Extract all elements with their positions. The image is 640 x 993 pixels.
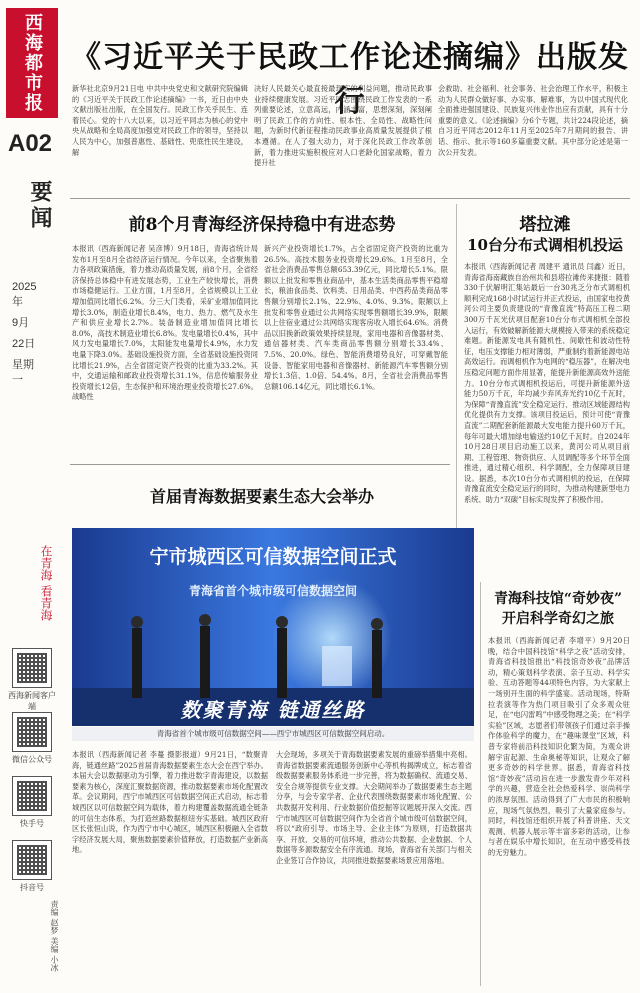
tarjan-headline-sub: 10台分布式调相机投运 <box>467 236 623 254</box>
qr-code-icon[interactable] <box>12 840 52 880</box>
qr-code-icon[interactable] <box>12 712 52 752</box>
section-divider <box>70 198 630 199</box>
date-year: 2025年 <box>12 281 37 308</box>
screen-title: 宁市城西区可信数据空间正式 <box>149 546 397 568</box>
date-weekday: 星期一 <box>12 359 34 386</box>
left-sidebar <box>0 0 64 993</box>
column-divider <box>456 204 457 578</box>
lead-headline: 《习近平关于民政工作论述摘编》出版发行 <box>71 40 629 119</box>
sidebar-slogan: 在青海 看青海 <box>39 545 53 621</box>
lead-body-col3: 会救助、社会福利、社会事务、社会治理工作水平，积极主动为人民群众做好事、办实事、解难事，为以中国式现代化全面推进强国建设、民族复兴伟业作出应有贡献，具有十分重要的意义。《论述摘编》分6个专题，共计224段论述，摘自习近平同志2012年11月至2025年7月期间的报告、讲话、指示、批示等160多篇重要文献。其中部分论述是第一次公开发表。 <box>438 84 628 157</box>
economy-body-col2: 新兴产业投资增长1.7%，占全省固定资产投资的比重为26.5%。高技术服务业投资增长29.6%。1月至8月，全省社会消费品零售总额653.39亿元，同比增长5.1%。限额以上批发和零售业商品中，基本生活类商品零售平稳增长，粮油食品类、饮料类、日用品类、中西药品类商品零售额分别增长2.1%、22.9%、4.0%、9.3%。限额以上批发和零售业通过公共网络实现零售额增长39.9%，限额以上住宿业通过公共网络实现客房收入增长64.6%。消费品以旧换新政策效果持续显现，家用电器和音像器材类、通信器材类、汽车类商品零售额分别增长33.4%、7.5%、20.0%。绿色、智能消费增势良好，可穿戴智能设备、智能家用电器和音像器材、新能源汽车零售额分别增长1.3倍、1.0倍、54.4%。8月，全省社会消费品零售总额106.14亿元，同比增长6.1%。 <box>264 244 448 391</box>
editor-credits: 责编 赵梦 美编 小冰 <box>50 900 59 972</box>
science-headline-sub: 开启科学奇幻之旅 <box>502 611 614 627</box>
qr-label: 快手号 <box>20 819 44 828</box>
lead-body-col1: 新华社北京9月21日电 中共中央党史和文献研究院编辑的《习近平关于民政工作论述摘编》一书，近日由中央文献出版社出版，在全国发行。民政工作关乎民生、连着民心。党的十八大以来，以习近平同志为核心的党中央从战略和全局高度加强党对民政工作的领导，坚持以人民为中心，加强普惠性、基础性、兜底性民生建设，解 <box>72 84 248 157</box>
photo-caption: 青海省首个城市级可信数据空间——西宁市城西区可信数据空间启动。 <box>72 727 474 741</box>
issue-date <box>12 280 42 388</box>
economy-body-col1: 本报讯（西海新闻记者 吴彦博）9月18日，青海省统计局发布1月至8月全省经济运行情况。今年以来，全省聚焦着力各项政策措施，着力推动高质量发展，前8个月，全省经济保持总体稳中有进发展态势，工业生产较快增长，消费市场稳健运行。工业方面，1月至8月，全省规模以上工业增加值同比增长6.2%。分三大门类看，采矿业增加值同比增长3.0%，制造业增长8.4%，电力、热力、燃气及水生产和供应业增长2.7%。装备制造业增加值同比增长8.0%，高技术制造业增长6.8%。发电量增长0.4%，其中风力发电量增长7.0%，太阳能发电量增长4.9%，水力发电量下降3.0%。基础设施投资方面，全省基础设施投资同比增长21.9%，占全省固定资产投资的比重为33.2%。其中，交通运输和邮政业投资增长31.1%，信息传输服务业投资增长12倍，生态保护和环境治理业投资增长27.6%。战略性 <box>72 244 258 402</box>
tarjan-headline-main: 塔拉滩 <box>519 215 571 235</box>
photo-slogan: 数聚青海 链通丝路 <box>180 698 366 722</box>
page-main <box>64 0 640 993</box>
science-body: 本报讯（西海新闻记者 李增平）9月20日晚，结合中国科技馆“科学之夜”活动安排，青海省科技馆推出“科技馆奇妙夜”品牌活动，精心策划科学表演、亲子互动、科学实验、互动答题等44项特色内容，为大家献上一场别开生面的科学盛宴。活动现场，特斯拉表演等作为热门项目吸引了众多观众驻足，在“电闪雷鸣”中感受物理之美；在“科学实验”区域，志愿者们带领孩子们通过亲手操作体验科学的魔力，在“趣味课堂”区域，科普专家将前沿科技知识化繁为简，为观众讲解宇宙起源、生命奥秘等知识，让观众了解更多奇妙的科学世界。据悉，青海省科技馆“奇妙夜”活动旨在进一步激发青少年对科学的兴趣，营造全社会热爱科学、崇尚科学的浓厚氛围。活动得到了广大市民的积极响应，现场气氛热烈，吸引了大量家庭参与。同时，科技馆还组织开展了科普讲座、天文观测、机器人展示等丰富多彩的活动，让参与者在娱乐中增长知识，在互动中感受科技的无穷魅力。 <box>488 636 630 857</box>
science-headline-main: 青海科技馆“奇妙夜” <box>493 591 623 607</box>
bigdata-headline: 首届青海数据要素生态大会举办 <box>149 487 374 506</box>
qr-code-icon[interactable] <box>12 648 52 688</box>
section-divider <box>70 464 450 465</box>
masthead-logo: 西海都市报 <box>6 8 58 118</box>
screen-subtitle: 青海省首个城市级可信数据空间 <box>188 584 357 598</box>
date-day: 22日 <box>12 338 36 350</box>
event-photo <box>72 528 474 726</box>
tarjan-body: 本报讯（西海新闻记者 周建平 通讯员 闫鑫）近日，青海省海南藏族自治州共和县塔拉滩传来捷报：随着330千伏解明汇集站最后一台30兆乏分布式调相机顺利完成168小时试运行并正式投运，由国家电投黄河公司主要负责建设的“青豫直流”特高压工程二期300万千瓦光伏项目配套10台分布式调相机全部投入运行，有效破解新能源大规模接入带来的系统稳定难题。新能源发电具有随机性、间歇性和波动性特征，电压支撑能力相对薄弱，严重制约着新能源电站高效运行。而调相机作为电网的“稳压器”，在解决电压稳定问题方面作用显著，能提升新能源高效外送能力。10台分布式调相机投运后，可提升新能源外送能力50万千瓦，年均减少弃风弃光约10亿千瓦时，为保障“青豫直流”安全稳定运行、推动区域能源结构优化提供有力支撑。该项目投运后，预计可使“青豫直流”二期配套新能源最大发电能力提升60万千瓦，每年可最大增加绿电输送约10亿千瓦时。自2024年10月28日项目启动施工以来，黄河公司从项目前期、工程管理、物资供应、人员调配等多个环节全面推进，通过精心组织、科学调配，全力保障项目建设。据悉，本次10台分布式调相机的投运，在保障青豫直流安全稳定运行的同时，为推动构建新型电力系统、助力“双碳”目标实现发挥了积极作用。 <box>464 262 630 505</box>
qr-label: 微信公众号 <box>12 755 52 764</box>
edition-number: A02 <box>8 130 53 157</box>
qr-label: 抖音号 <box>20 883 44 892</box>
bigdata-body-col2: 大会现场，多项关于青海数据要素发展的重磅举措集中亮相。青海省数据要素流通服务创新中心等机构揭牌成立，标志着省级数据要素服务体系进一步完善，将为数据确权、流通交易、安全合规等提供专业支撑。大会期间举办了数据要素生态主题分享，与会专家学者、企业代表围绕数据要素市场化配置、公共数据开发利用、行业数据价值挖掘等议题展开深入交流。西宁市城西区可信数据空间作为全省首个城市级可信数据空间，将以“政府引导、市场主导、企业主体”为原则，打造数据共享、开放、交易的可信环境，推动公共数据、企业数据、个人数据等多源数据安全有序流通。现场，青海省有关部门与相关企业签订合作协议，共同推进数据要素场景应用落地。 <box>276 750 472 865</box>
economy-headline: 前8个月青海经济保持稳中有进态势 <box>128 215 396 235</box>
bigdata-body-col1: 本报讯（西海新闻记者 李蔓 摄影报道）9月21日，“数聚青海，链通丝路”2025首届青海数据要素生态大会在西宁举办。本届大会以数据驱动为引擎，着力推进数字青海建设，以数据要素为核心，深度汇聚数据资源，推动数据要素市场化配置改革。会议期间，西宁市城西区可信数据空间正式启动，标志着城西区以可信数据空间为载体，着力构建覆盖数据流通全链条的可信生态体系，为打造丝路数据枢纽夯实基础。城西区政府区长张恒山说，作为西宁市中心城区，城西区积极融入全省数字经济发展大局，聚焦数据要素价值释放，打造数据产业新高地。 <box>72 750 268 855</box>
qr-label: 西海新闻客户端 <box>8 691 56 711</box>
date-month: 9月 <box>12 317 30 329</box>
lead-body-col2: 决好人民最关心最直接最现实的利益问题，推动民政事业持续健康发展。习近平同志围绕民政工作发表的一系列重要论述，立意高远，内涵丰富，思想深刻，深刻阐明了民政工作的方向性、根本性、全局性、战略性问题，为新时代新征程推动民政事业高质量发展提供了根本遵循。在人了强大动力，对于深化民政工作改革创新，着力推进实施积极应对人口老龄化国家战略，着力提升社 <box>254 84 432 168</box>
section-name: 要闻 <box>27 180 53 232</box>
column-divider <box>480 582 481 986</box>
qr-code-icon[interactable] <box>12 776 52 816</box>
